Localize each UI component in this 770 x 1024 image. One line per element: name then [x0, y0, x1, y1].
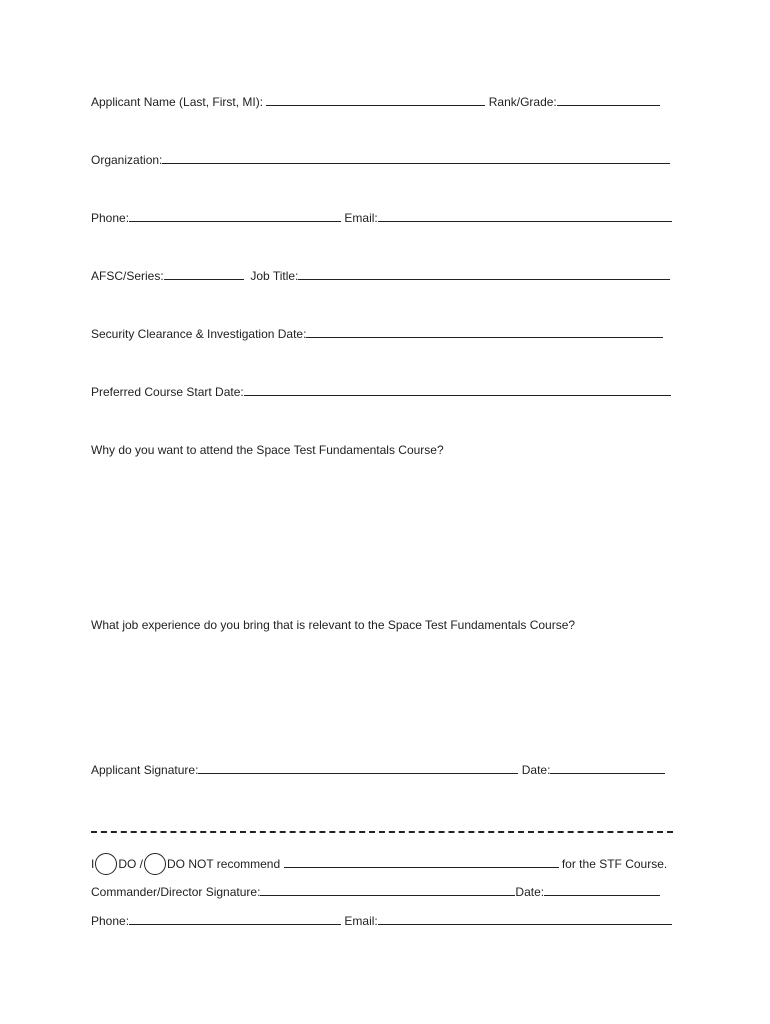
- answer-experience-area[interactable]: [91, 637, 678, 757]
- phone-field[interactable]: [129, 210, 341, 222]
- commander-email-field[interactable]: [378, 913, 672, 925]
- recommend-prefix: I: [91, 857, 95, 872]
- do-not-label: DO NOT recommend: [167, 857, 281, 872]
- recommend-row: [91, 854, 667, 870]
- job-title-field[interactable]: [298, 268, 670, 280]
- applicant-signature-label: Applicant Signature:: [91, 763, 199, 777]
- afsc-series-label: AFSC/Series:: [91, 269, 164, 283]
- clearance-label: Security Clearance & Investigation Date:: [91, 327, 307, 341]
- start-date-field[interactable]: [244, 384, 671, 396]
- applicant-name-label: Applicant Name (Last, First, MI):: [91, 95, 264, 109]
- start-date-label: Preferred Course Start Date:: [91, 385, 244, 399]
- commander-signature-row: [91, 884, 660, 900]
- organization-field[interactable]: [162, 152, 670, 164]
- clearance-row: [91, 326, 663, 342]
- commander-signature-label: Commander/Director Signature:: [91, 885, 261, 899]
- afsc-jobtitle-row: [91, 268, 670, 284]
- applicant-signature-field[interactable]: [198, 762, 518, 774]
- section-divider: [91, 831, 673, 833]
- commander-date-field[interactable]: [544, 884, 660, 896]
- applicant-date-label: Date:: [521, 763, 551, 777]
- recommended-name-field[interactable]: [284, 856, 559, 868]
- commander-date-label: Date:: [515, 885, 545, 899]
- email-label: Email:: [344, 211, 378, 225]
- question-why: Why do you want to attend the Space Test Fundamentals Course?: [91, 443, 444, 457]
- question-experience: What job experience do you bring that is relevant to the Space Test Fundamentals Course?: [91, 618, 576, 632]
- organization-row: [91, 152, 670, 168]
- organization-label: Organization:: [91, 153, 163, 167]
- afsc-series-field[interactable]: [164, 268, 244, 280]
- clearance-field[interactable]: [306, 326, 663, 338]
- applicant-name-field[interactable]: [266, 94, 485, 106]
- commander-email-label: Email:: [344, 914, 378, 928]
- phone-label: Phone:: [91, 211, 130, 225]
- answer-why-area[interactable]: [91, 462, 678, 612]
- applicant-date-field[interactable]: [550, 762, 665, 774]
- do-not-radio[interactable]: [144, 853, 166, 875]
- commander-phone-field[interactable]: [129, 913, 341, 925]
- commander-phone-label: Phone:: [91, 914, 130, 928]
- commander-phone-email-row: [91, 913, 672, 929]
- start-date-row: [91, 384, 671, 400]
- rank-grade-field[interactable]: [557, 94, 660, 106]
- applicant-name-row: [91, 94, 660, 110]
- phone-email-row: [91, 210, 672, 226]
- job-title-label: Job Title:: [250, 269, 299, 283]
- do-radio[interactable]: [95, 853, 117, 875]
- applicant-signature-row: [91, 762, 665, 778]
- recommend-suffix: for the STF Course.: [561, 857, 668, 872]
- do-label: DO /: [118, 857, 144, 872]
- email-field[interactable]: [378, 210, 672, 222]
- commander-signature-field[interactable]: [260, 884, 515, 896]
- rank-grade-label: Rank/Grade:: [488, 95, 557, 109]
